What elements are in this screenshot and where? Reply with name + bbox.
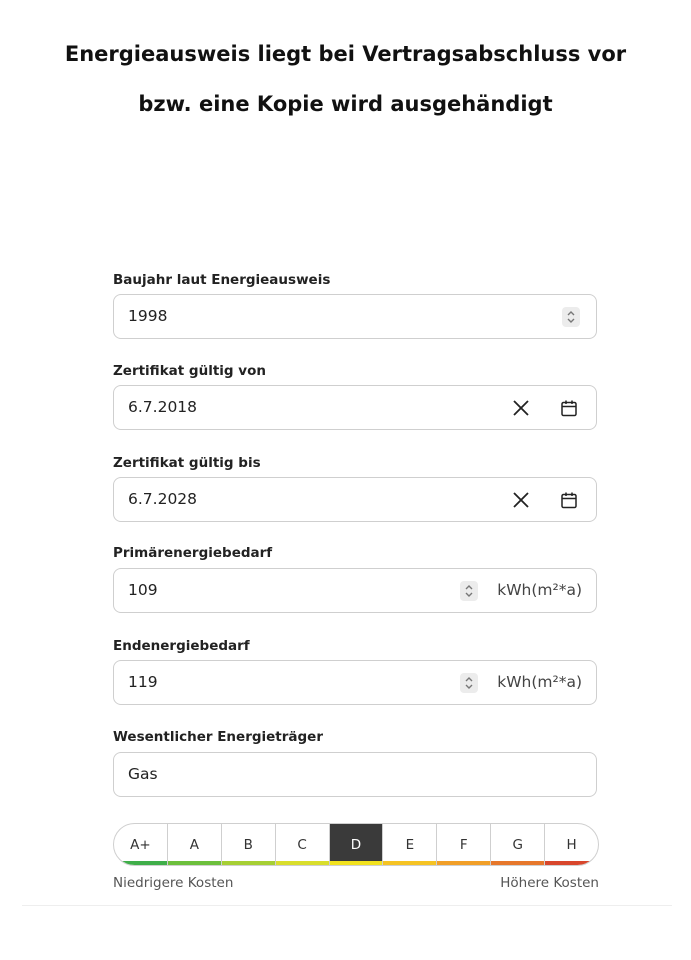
efficiency-color-bar xyxy=(330,861,383,865)
gueltig-von-input[interactable] xyxy=(113,385,597,430)
efficiency-class-label: F xyxy=(459,836,468,853)
energietraeger-value: Gas xyxy=(128,765,158,783)
calendar-icon[interactable] xyxy=(558,489,580,511)
efficiency-class-label: E xyxy=(405,836,415,853)
efficiency-class-label: D xyxy=(350,836,362,853)
efficiency-class-e[interactable] xyxy=(383,824,437,865)
efficiency-class-a-plus[interactable] xyxy=(114,824,168,865)
efficiency-class-label: B xyxy=(243,836,253,853)
efficiency-class-a[interactable] xyxy=(168,824,222,865)
divider xyxy=(22,905,672,906)
primaerenergie-stepper[interactable] xyxy=(460,581,478,601)
endenergie-unit: kWh(m²*a) xyxy=(497,673,582,691)
efficiency-class-d[interactable] xyxy=(330,824,384,865)
clear-icon[interactable] xyxy=(510,489,532,511)
baujahr-label: Baujahr laut Energieausweis xyxy=(113,272,331,288)
gueltig-von-label: Zertifikat gültig von xyxy=(113,363,266,379)
efficiency-color-bar xyxy=(383,861,436,865)
baujahr-value: 1998 xyxy=(128,307,168,325)
stepper-icon xyxy=(464,676,474,690)
efficiency-color-bar xyxy=(276,861,329,865)
efficiency-class-label: G xyxy=(512,836,523,853)
page-heading-line-2: bzw. eine Kopie wird ausgehändigt xyxy=(138,92,553,116)
primaerenergie-value: 109 xyxy=(128,581,158,599)
endenergie-stepper[interactable] xyxy=(460,673,478,693)
efficiency-class-g[interactable] xyxy=(491,824,545,865)
efficiency-class-label: A+ xyxy=(130,836,151,853)
calendar-icon[interactable] xyxy=(558,397,580,419)
stepper-icon xyxy=(566,310,576,324)
page-heading-line-1: Energieausweis liegt bei Vertragsabschluss vor xyxy=(64,42,627,66)
primaerenergie-unit: kWh(m²*a) xyxy=(497,581,582,599)
energietraeger-input[interactable] xyxy=(113,752,597,797)
clear-icon[interactable] xyxy=(510,397,532,419)
higher-cost-label: Höhere Kosten xyxy=(500,875,599,891)
efficiency-class-c[interactable] xyxy=(276,824,330,865)
endenergie-label: Endenergiebedarf xyxy=(113,638,250,654)
gueltig-von-value: 6.7.2018 xyxy=(128,398,198,416)
efficiency-class-f[interactable] xyxy=(437,824,491,865)
endenergie-value: 119 xyxy=(128,673,158,691)
primaerenergie-label: Primärenergiebedarf xyxy=(113,545,273,561)
efficiency-class-selector xyxy=(113,823,599,866)
primaerenergie-input[interactable] xyxy=(113,568,597,613)
endenergie-input[interactable] xyxy=(113,660,597,705)
efficiency-class-label: A xyxy=(189,836,199,853)
gueltig-bis-value: 6.7.2028 xyxy=(128,490,198,508)
efficiency-color-bar xyxy=(545,861,598,865)
efficiency-color-bar xyxy=(114,861,167,865)
baujahr-stepper[interactable] xyxy=(562,307,580,327)
efficiency-class-label: H xyxy=(566,836,577,853)
efficiency-color-bar xyxy=(168,861,221,865)
gueltig-bis-label: Zertifikat gültig bis xyxy=(113,455,261,471)
stepper-icon xyxy=(464,584,474,598)
efficiency-class-h[interactable] xyxy=(545,824,598,865)
baujahr-input[interactable] xyxy=(113,294,597,339)
efficiency-class-label: C xyxy=(297,836,307,853)
efficiency-color-bar xyxy=(437,861,490,865)
lower-cost-label: Niedrigere Kosten xyxy=(113,875,234,891)
energietraeger-label: Wesentlicher Energieträger xyxy=(113,729,323,745)
efficiency-color-bar xyxy=(491,861,544,865)
efficiency-color-bar xyxy=(222,861,275,865)
efficiency-class-b[interactable] xyxy=(222,824,276,865)
gueltig-bis-input[interactable] xyxy=(113,477,597,522)
